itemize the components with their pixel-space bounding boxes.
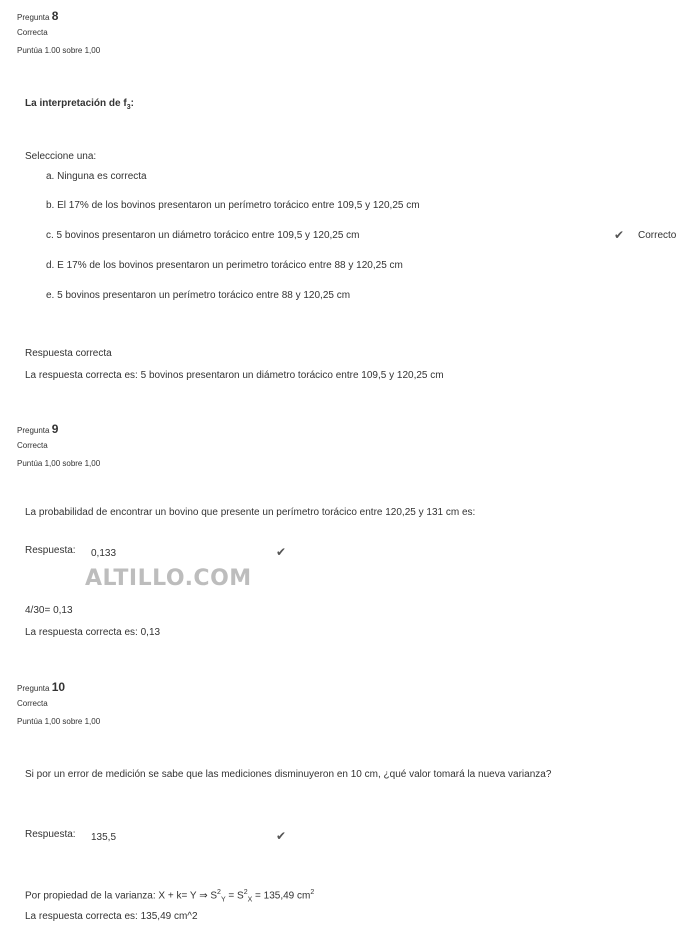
q9-explanation: 4/30= 0,13 <box>25 605 73 616</box>
q8-option-a[interactable]: a. Ninguna es correcta <box>46 171 147 182</box>
q10-grade: Puntúa 1,00 sobre 1,00 <box>17 717 101 726</box>
q8-label: Pregunta <box>17 13 50 22</box>
q8-right-answer: La respuesta correcta es: 5 bovinos presentaron un diámetro torácico entre 109,5 y 120,25 cm <box>25 370 444 381</box>
q10-number: 10 <box>51 680 66 694</box>
q8-number: 8 <box>51 9 59 23</box>
q9-right-answer: La respuesta correcta es: 0,13 <box>25 627 161 638</box>
q10-header <box>17 680 65 694</box>
q9-state: Correcta <box>17 441 48 450</box>
q8-option-feedback: Correcto <box>638 230 677 241</box>
q8-feedback: Respuesta correcta <box>25 348 112 359</box>
q8-option-d[interactable]: d. E 17% de los bovinos presentaron un perimetro torácico entre 88 y 120,25 cm <box>46 260 403 271</box>
q8-state: Correcta <box>17 28 48 37</box>
check-icon: ✔ <box>276 545 287 559</box>
q9-answer-input[interactable]: 0,133 <box>91 548 117 559</box>
q10-question-text: Si por un error de medición se sabe que las mediciones disminuyeron en 10 cm, ¿qué valor tomará la nueva varianza? <box>25 769 552 780</box>
q9-header <box>17 422 58 436</box>
q10-right-answer: La respuesta correcta es: 135,49 cm^2 <box>25 911 198 922</box>
q8-option-e[interactable]: e. 5 bovinos presentaron un perímetro torácico entre 88 y 120,25 cm <box>46 290 351 301</box>
q8-header <box>17 9 58 23</box>
q9-question-text: La probabilidad de encontrar un bovino que presente un perímetro torácico entre 120,25 y 131 cm es: <box>25 507 476 518</box>
q10-label: Pregunta <box>17 684 50 693</box>
q8-grade: Puntúa 1.00 sobre 1,00 <box>17 46 101 55</box>
q9-grade: Puntúa 1,00 sobre 1,00 <box>17 459 101 468</box>
q8-option-b[interactable]: b. El 17% de los bovinos presentaron un perímetro torácico entre 109,5 y 120,25 cm <box>46 200 420 211</box>
q9-answer-label: Respuesta: <box>25 545 76 556</box>
q10-state: Correcta <box>17 699 48 708</box>
q10-explanation: Por propiedad de la varianza: X + k= Y ⇒ $S^2_Y = S^2_X = 135,49$ $cm^2$ <box>25 889 315 904</box>
check-icon: ✔ <box>614 228 625 242</box>
check-icon: ✔ <box>276 829 287 843</box>
watermark-logo: ALTILLO.COM <box>85 566 252 591</box>
q10-answer-label: Respuesta: <box>25 829 76 840</box>
q9-number: 9 <box>51 422 59 436</box>
q8-select-prompt: Seleccione una: <box>25 151 97 162</box>
q10-answer-input[interactable]: 135,5 <box>91 832 117 843</box>
q8-question-text: La interpretación de $f_3$: <box>25 98 134 111</box>
q9-label: Pregunta <box>17 426 50 435</box>
q8-option-c[interactable]: c. 5 bovinos presentaron un diámetro torácico entre 109,5 y 120,25 cm <box>46 230 360 241</box>
